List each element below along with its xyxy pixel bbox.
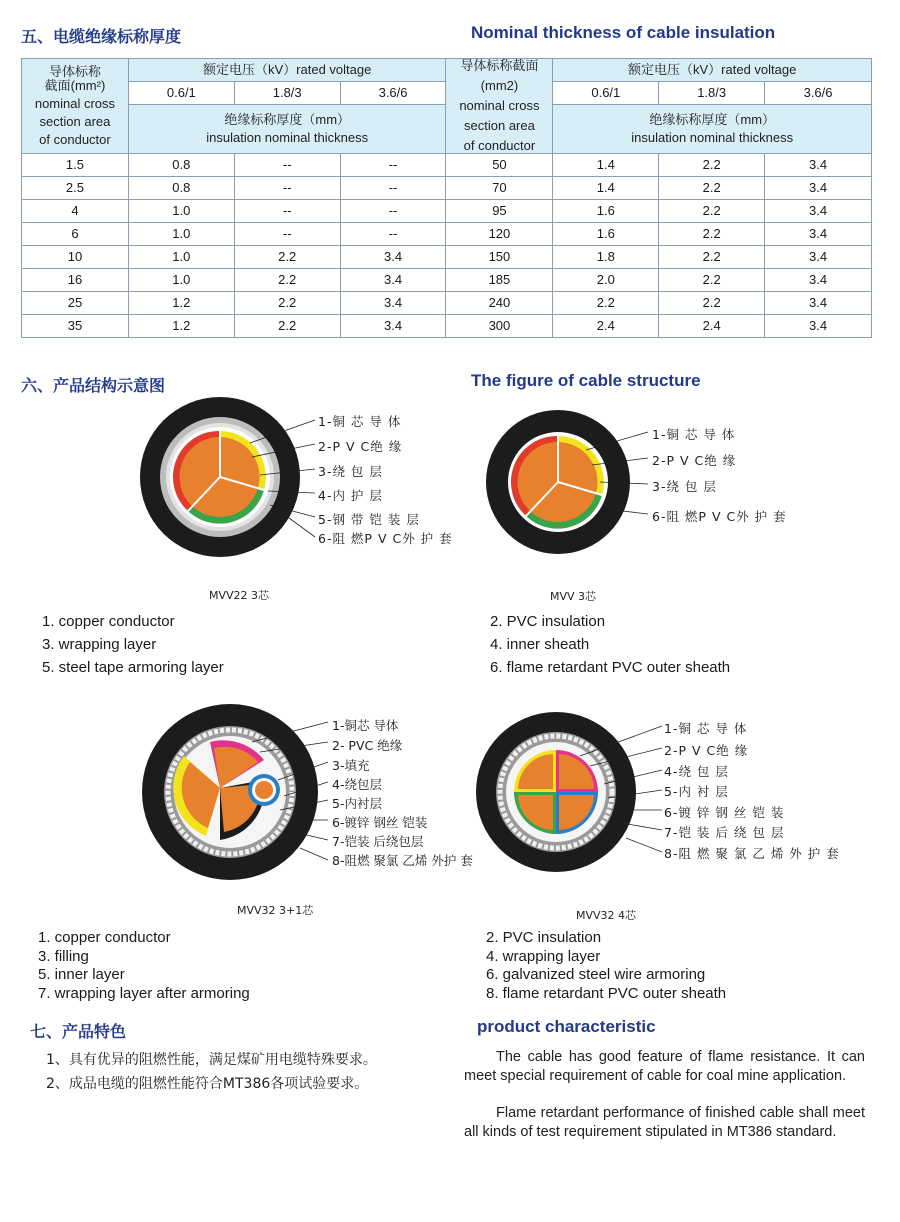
fig3-label-1: 1-铜芯 导体 [332,718,399,733]
feature-en-2: Flame retardant performance of finished cable shall meet all kinds of test requirement stipulated in MT386 standard. [464,1105,865,1140]
legend2-item-4: 4. wrapping layer [486,948,601,965]
fig2-label-6: 6-阻 燃P V C外 护 套 [652,509,787,524]
table-cell: 3.4 [340,246,446,269]
table-cell: -- [340,154,446,177]
fig2-label-3: 3-绕 包 层 [652,479,717,494]
table-cell: 3.4 [765,292,872,315]
voltage-0-6-1-b: 0.6/1 [553,82,659,105]
fig4-label-2: 2-P V C绝 缘 [664,743,749,758]
table-header-thickness: 绝缘标称厚度（mm） insulation nominal thickness [128,105,446,154]
fig2-caption: MVV 3芯 [550,590,597,603]
legend2-item-8: 8. flame retardant PVC outer sheath [486,985,727,1002]
table-cell: 6 [22,223,129,246]
legend1-item-1: 1. copper conductor [42,613,175,630]
section5-title-cn: 五、电缆绝缘标称厚度 [21,27,182,46]
table-cell: -- [234,200,340,223]
table-header-cross-section: 导体标称 截面(mm²) nominal cross section area of conductor [22,59,129,154]
legend1-item-3: 3. wrapping layer [42,636,157,653]
fig1-label-1: 1-铜 芯 导 体 [318,414,402,429]
voltage-3-6-6-b: 3.6/6 [765,82,872,105]
fig3-label-5: 5-内衬层 [332,796,382,811]
voltage-1-8-3-b: 1.8/3 [659,82,765,105]
table-cell: 3.4 [340,292,446,315]
table-cell: -- [340,223,446,246]
table-cell: 1.2 [128,315,234,338]
section7-title-cn: 七、产品特色 [30,1022,127,1041]
table-row [22,154,872,177]
table-cell: 2.2 [659,269,765,292]
table-cell: 2.2 [659,246,765,269]
table-cell: 35 [22,315,129,338]
table-cell: 2.4 [553,315,659,338]
feature-cn-1: 1、具有优异的阻燃性能，满足煤矿用电缆特殊要求。 [46,1052,377,1068]
table-cell: 25 [22,292,129,315]
table-cell: 4 [22,200,129,223]
table-cell: -- [340,177,446,200]
table-cell: 95 [446,200,553,223]
cable-diagram-mvv32-3plus1 [140,700,480,900]
cable-diagram-mvv32-4core [476,700,836,900]
fig4-label-1: 1-铜 芯 导 体 [664,721,748,736]
table-cell: 2.2 [234,292,340,315]
table-row [22,200,872,223]
fig4-label-5: 5-内 衬 层 [664,784,729,799]
table-cell: 1.0 [128,246,234,269]
table-cell: 0.8 [128,177,234,200]
table-cell: 3.4 [765,154,872,177]
fig3-label-7: 7-铠装 后绕包层 [332,834,424,849]
table-cell: -- [234,154,340,177]
table-cell: 300 [446,315,553,338]
legend2-item-1: 1. copper conductor [38,929,171,946]
table-cell: -- [234,223,340,246]
table-row [22,292,872,315]
table-cell: 2.4 [659,315,765,338]
fig4-label-6: 6-镀 锌 钢 丝 铠 装 [664,805,785,820]
table-cell: 3.4 [765,223,872,246]
table-cell: 70 [446,177,553,200]
cable-diagram-mvv22 [140,395,460,580]
fig1-caption: MVV22 3芯 [209,589,270,602]
table-cell: 3.4 [340,269,446,292]
section6-title-cn: 六、产品结构示意图 [21,376,166,395]
table-cell: 50 [446,154,553,177]
table-cell: 2.2 [659,177,765,200]
fig3-label-2: 2- PVC 绝缘 [332,738,403,753]
feature-cn-2: 2、成品电缆的阻燃性能符合MT386各项试验要求。 [46,1076,369,1092]
table-row [22,223,872,246]
legend2-item-6: 6. galvanized steel wire armoring [486,966,706,983]
table-cell: 1.6 [553,223,659,246]
table-cell: 2.2 [659,154,765,177]
fig4-label-7: 7-铠 装 后 绕 包 层 [664,825,785,840]
voltage-0-6-1: 0.6/1 [128,82,234,105]
table-header-voltage: 额定电压（kV）rated voltage [128,59,446,82]
fig3-label-8: 8-阻燃 聚氯 乙烯 外护 套 [332,853,473,868]
table-cell: -- [340,200,446,223]
fig1-label-4: 4-内 护 层 [318,488,383,503]
table-cell: 2.2 [659,223,765,246]
table-cell: 3.4 [765,200,872,223]
table-cell: 16 [22,269,129,292]
table-row [22,177,872,200]
fig4-label-4: 4-绕 包 层 [664,764,729,779]
fig3-label-4: 4-绕包层 [332,777,382,792]
table-cell: 2.2 [553,292,659,315]
insulation-thickness-table [21,58,872,338]
fig1-label-2: 2-P V C绝 缘 [318,439,403,454]
table-header-cross-section-2: 导体标称截面 (mm2) nominal cross section area of conductor [446,59,553,154]
table-cell: 120 [446,223,553,246]
table-row [22,246,872,269]
table-cell: 2.2 [659,200,765,223]
table-row [22,269,872,292]
table-row [22,315,872,338]
table-cell: 3.4 [340,315,446,338]
table-cell: 10 [22,246,129,269]
table-cell: 1.4 [553,154,659,177]
table-cell: 150 [446,246,553,269]
table-header-voltage-2: 额定电压（kV）rated voltage [553,59,872,82]
legend1-item-2: 2. PVC insulation [490,613,606,630]
legend1-item-4: 4. inner sheath [490,636,590,653]
legend2-item-2: 2. PVC insulation [486,929,602,946]
table-header-thickness-2: 绝缘标称厚度（mm） insulation nominal thickness [553,105,872,154]
table-cell: 3.4 [765,315,872,338]
fig2-label-2: 2-P V C绝 缘 [652,453,737,468]
fig1-label-6: 6-阻 燃P V C外 护 套 [318,531,453,546]
fig4-label-8: 8-阻 燃 聚 氯 乙 烯 外 护 套 [664,846,840,861]
fig2-label-1: 1-铜 芯 导 体 [652,427,736,442]
table-cell: 1.6 [553,200,659,223]
table-cell: 3.4 [765,269,872,292]
table-cell: 1.2 [128,292,234,315]
table-cell: 1.8 [553,246,659,269]
legend2-item-5: 5. inner layer [38,966,125,983]
legend2-item-3: 3. filling [38,948,89,965]
cable-diagram-mvv [486,410,796,560]
table-cell: 1.5 [22,154,129,177]
table-cell: 1.0 [128,269,234,292]
table-cell: 0.8 [128,154,234,177]
fig3-caption: MVV32 3+1芯 [237,904,314,917]
section5-title-en: Nominal thickness of cable insulation [471,23,776,42]
table-cell: 2.5 [22,177,129,200]
feature-en-1: The cable has good feature of flame resistance. It can meet special requirement of cable for coal mine application. [464,1049,865,1084]
section6-title-en: The figure of cable structure [471,371,701,390]
table-cell: 2.2 [234,269,340,292]
table-cell: 1.0 [128,200,234,223]
table-cell: 2.2 [234,246,340,269]
fig1-label-5: 5-钢 带 铠 装 层 [318,512,420,527]
voltage-1-8-3: 1.8/3 [234,82,340,105]
table-cell: 3.4 [765,246,872,269]
table-cell: 2.2 [234,315,340,338]
fig1-label-3: 3-绕 包 层 [318,464,383,479]
table-cell: 185 [446,269,553,292]
table-cell: 1.4 [553,177,659,200]
fig4-caption: MVV32 4芯 [576,909,637,922]
table-cell: 2.0 [553,269,659,292]
voltage-3-6-6: 3.6/6 [340,82,446,105]
fig3-label-6: 6-镀锌 钢丝 铠装 [332,815,428,830]
fig3-label-3: 3-填充 [332,758,370,773]
table-cell: 2.2 [659,292,765,315]
table-cell: 1.0 [128,223,234,246]
legend1-item-5: 5. steel tape armoring layer [42,659,224,676]
table-cell: 3.4 [765,177,872,200]
legend1-item-6: 6. flame retardant PVC outer sheath [490,659,731,676]
table-cell: 240 [446,292,553,315]
section7-title-en: product characteristic [477,1017,656,1036]
legend2-item-7: 7. wrapping layer after armoring [38,985,250,1002]
table-cell: -- [234,177,340,200]
